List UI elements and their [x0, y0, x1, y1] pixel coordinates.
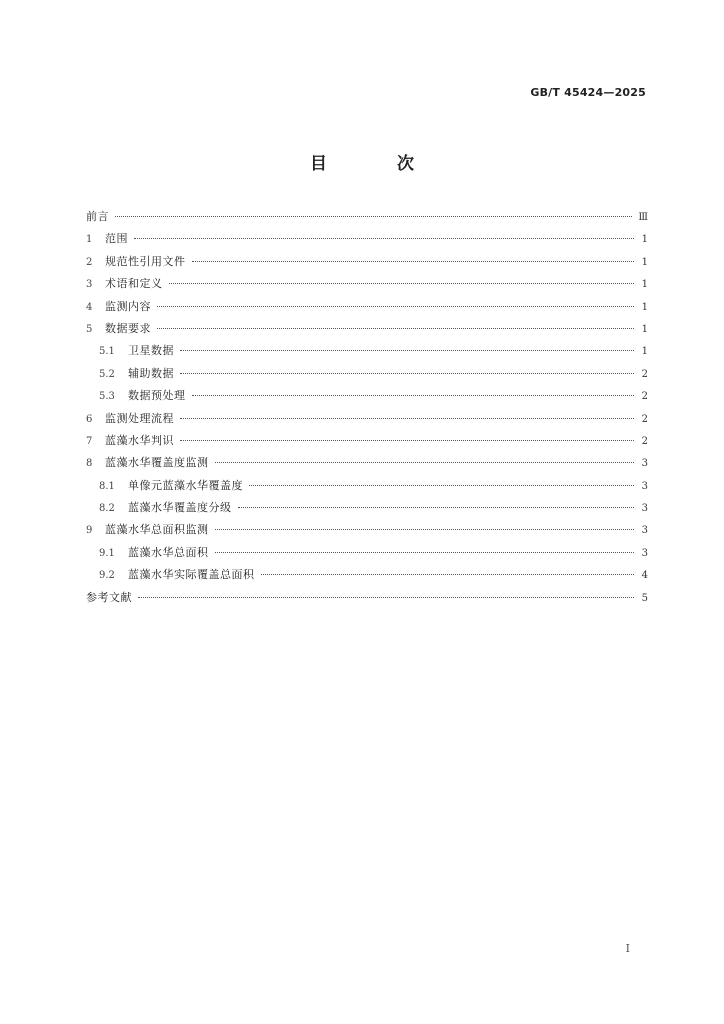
- toc-dot-leader: [115, 216, 632, 217]
- toc-dot-leader: [180, 440, 634, 441]
- toc-dot-leader: [192, 261, 635, 262]
- toc-entry-page: 3: [641, 503, 648, 515]
- toc-entry-number: 9.2: [99, 570, 115, 582]
- toc-dot-leader: [134, 238, 634, 239]
- toc-entry-label: 规范性引用文件: [105, 254, 186, 268]
- toc-entry[interactable]: [86, 497, 648, 519]
- toc-entry-label: 监测处理流程: [105, 411, 174, 425]
- toc-entry[interactable]: [86, 251, 648, 273]
- toc-entry-number: 5.2: [99, 368, 115, 380]
- toc-entry-page: 2: [641, 413, 648, 425]
- toc-entry[interactable]: [86, 475, 648, 497]
- toc-entry-number: 9: [86, 525, 93, 537]
- toc-entry[interactable]: [86, 318, 648, 340]
- toc-entry-label: 单像元蓝藻水华覆盖度: [128, 478, 243, 492]
- toc-dot-leader: [238, 507, 635, 508]
- toc-entry[interactable]: [86, 519, 648, 541]
- toc-entry[interactable]: [86, 340, 648, 362]
- table-of-contents: [86, 206, 648, 609]
- toc-entry-label: 卫星数据: [128, 344, 174, 358]
- toc-dot-leader: [157, 328, 634, 329]
- toc-entry[interactable]: [86, 564, 648, 586]
- toc-entry-label: 蓝藻水华覆盖度监测: [105, 456, 209, 470]
- toc-entry-label: 蓝藻水华判识: [105, 433, 174, 447]
- toc-title: 目 次: [310, 154, 446, 174]
- toc-entry-label: 蓝藻水华总面积监测: [105, 523, 209, 537]
- toc-entry-page: 3: [641, 480, 648, 492]
- toc-entry-number: 8.1: [99, 480, 115, 492]
- toc-entry-page: 1: [641, 279, 648, 291]
- toc-entry-number: 2: [86, 256, 93, 268]
- toc-entry-number: 8.2: [99, 503, 115, 515]
- toc-entry[interactable]: [86, 363, 648, 385]
- toc-dot-leader: [192, 395, 635, 396]
- toc-entry-label: 监测内容: [105, 299, 151, 313]
- toc-entry[interactable]: [86, 430, 648, 452]
- toc-dot-leader: [215, 552, 635, 553]
- standard-code: GB/T 45424—2025: [530, 86, 646, 99]
- toc-dot-leader: [215, 529, 635, 530]
- toc-dot-leader: [138, 597, 634, 598]
- toc-entry-label: 参考文献: [86, 590, 132, 604]
- toc-entry-number: 7: [86, 435, 93, 447]
- toc-entry-page: 2: [641, 391, 648, 403]
- toc-entry-page: 2: [641, 368, 648, 380]
- toc-entry-page: 1: [641, 323, 648, 335]
- toc-entry[interactable]: [86, 228, 648, 250]
- toc-entry[interactable]: [86, 408, 648, 430]
- toc-entry-page: 3: [641, 525, 648, 537]
- toc-dot-leader: [169, 283, 635, 284]
- toc-entry[interactable]: [86, 206, 648, 228]
- toc-dot-leader: [249, 485, 634, 486]
- toc-entry-number: 1: [86, 234, 93, 246]
- toc-entry[interactable]: [86, 273, 648, 295]
- toc-entry-page: 3: [641, 458, 648, 470]
- toc-entry-label: 蓝藻水华覆盖度分级: [128, 501, 232, 515]
- page-number: I: [625, 942, 630, 955]
- toc-entry[interactable]: [86, 385, 648, 407]
- toc-entry-page: Ⅲ: [638, 212, 648, 223]
- toc-entry-page: 2: [641, 435, 648, 447]
- toc-entry[interactable]: [86, 452, 648, 474]
- toc-entry-label: 数据要求: [105, 321, 151, 335]
- toc-entry-page: 1: [641, 301, 648, 313]
- toc-entry-number: 6: [86, 413, 93, 425]
- toc-entry-number: 4: [86, 301, 93, 313]
- toc-entry-number: 9.1: [99, 547, 115, 559]
- toc-entry-page: 1: [641, 346, 648, 358]
- toc-entry-number: 3: [86, 279, 93, 291]
- toc-dot-leader: [180, 373, 634, 374]
- toc-dot-leader: [180, 418, 634, 419]
- toc-dot-leader: [261, 574, 635, 575]
- toc-entry-label: 蓝藻水华实际覆盖总面积: [128, 568, 255, 582]
- toc-entry-label: 范围: [105, 232, 128, 246]
- toc-entry-number: 5.1: [99, 346, 115, 358]
- toc-entry-page: 5: [641, 592, 648, 604]
- toc-entry-number: 8: [86, 458, 93, 470]
- toc-entry[interactable]: [86, 542, 648, 564]
- toc-entry-label: 辅助数据: [128, 366, 174, 380]
- toc-entry-label: 术语和定义: [105, 277, 163, 291]
- toc-entry-page: 3: [641, 547, 648, 559]
- toc-dot-leader: [180, 350, 634, 351]
- toc-entry-page: 1: [641, 234, 648, 246]
- toc-entry[interactable]: [86, 587, 648, 609]
- toc-entry[interactable]: [86, 296, 648, 318]
- toc-entry-label: 蓝藻水华总面积: [128, 545, 209, 559]
- toc-entry-number: 5: [86, 323, 93, 335]
- toc-dot-leader: [157, 306, 634, 307]
- toc-entry-label: 前言: [86, 210, 109, 223]
- toc-dot-leader: [215, 462, 635, 463]
- toc-entry-label: 数据预处理: [128, 389, 186, 403]
- toc-entry-page: 4: [641, 570, 648, 582]
- toc-entry-number: 5.3: [99, 391, 115, 403]
- toc-entry-page: 1: [641, 256, 648, 268]
